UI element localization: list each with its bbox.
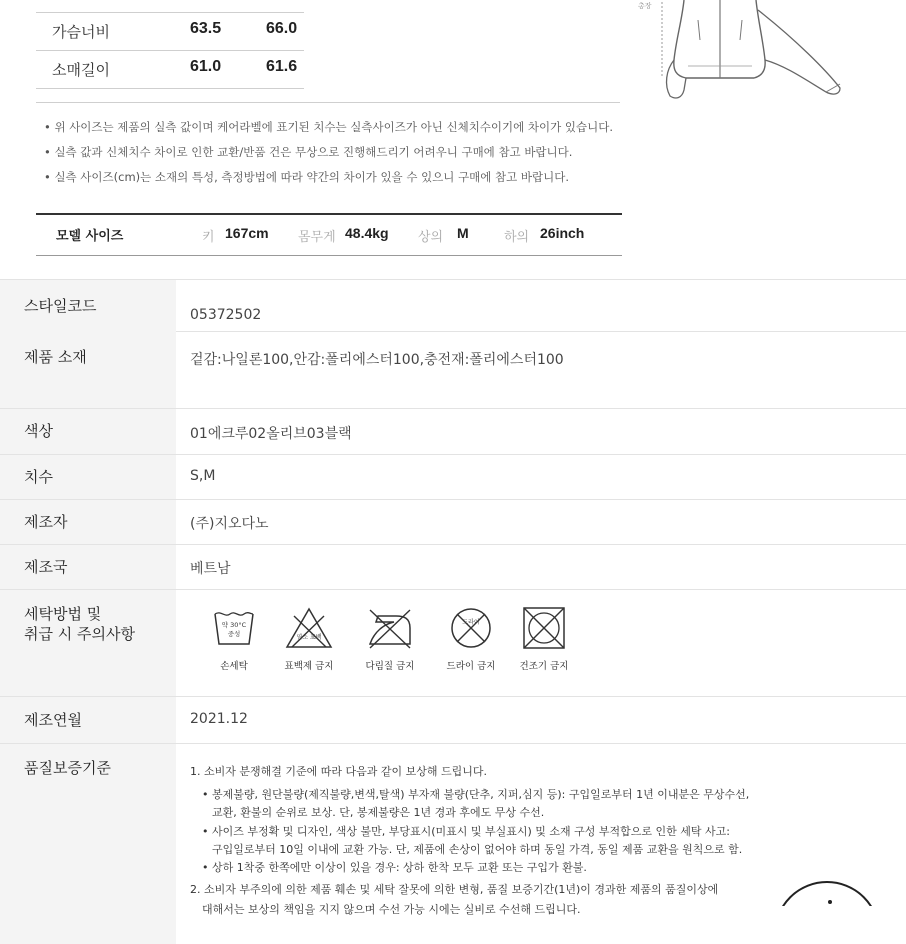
size-value-s: 63.5 (190, 20, 222, 37)
info-row-date (0, 697, 906, 744)
size-row-sleeve (36, 50, 304, 89)
size-note: • 실측 사이즈(cm)는 소재의 특성, 측정방법에 따라 약간의 차이가 있을 수 있으니 구매에 참고 바랍니다. (44, 170, 570, 184)
material: 겉감:나일론100,안감:폴리에스터100,충전재:폴리에스터100 (190, 352, 564, 368)
size-value-s: 61.0 (190, 58, 222, 75)
care-symbol (440, 606, 502, 672)
length-label: 총장 (638, 2, 652, 10)
care-symbol (356, 606, 424, 672)
svg-text:드라이: 드라이 (462, 619, 480, 626)
care-symbol (512, 606, 576, 672)
care-caption: 표백제 금지 (284, 661, 334, 672)
manufacture-date: 2021.12 (190, 711, 248, 727)
quality-item: 2. 소비자 부주의에 의한 제품 훼손 및 세탁 잘못에 의한 변형, 품질 보증기간(1년)이 경과한 제품의 품질이상에 (190, 883, 719, 896)
size-note: • 위 사이즈는 제품의 실측 값이며 케어라벨에 표기된 치수는 실측사이즈가 아닌 신체치수이기에 차이가 있습니다. (44, 120, 613, 134)
quality-bullet: • 사이즈 부정확 및 디자인, 색상 불만, 부당표시(미표시 및 부실표시) 및 소재 구성 부적합으로 인한 세탁 사고: (202, 825, 731, 838)
size: S,M (190, 468, 216, 484)
info-label: 치수 (24, 468, 53, 486)
info-row-color (0, 409, 906, 455)
info-row-style-code (0, 279, 906, 332)
quality-item: 대해서는 보상의 책임을 지지 않으며 수선 가능 시에는 실비로 수선해 드립니다. (202, 903, 581, 916)
info-row-size (0, 455, 906, 500)
decorative-circle (772, 878, 882, 906)
care-caption: 드라이 금지 (446, 661, 496, 672)
model-weight-key: 몸무게 (298, 230, 336, 245)
no-bleach-icon (284, 606, 334, 650)
model-bottom: 26inch (540, 225, 585, 241)
quality-bullet: • 봉제불량, 원단불량(제직불량,변색,탈색) 부자재 불량(단추, 지퍼,심지 등): 구입일로부터 1년 이내분은 무상수선, (202, 788, 750, 801)
model-top-key: 상의 (418, 230, 444, 245)
model-top: M (457, 225, 469, 241)
care-symbol (204, 606, 264, 672)
divider (36, 102, 620, 103)
care-caption: 손세탁 (220, 661, 248, 672)
size-value-m: 66.0 (266, 20, 298, 37)
hand-wash-icon (211, 606, 257, 650)
svg-text:약 30°C: 약 30°C (221, 621, 247, 629)
quality-bullet: • 상하 1착중 한쪽에만 이상이 있을 경우: 상하 한착 모두 교환 또는 구입가 환불. (202, 861, 587, 874)
model-size-label: 모델 사이즈 (56, 229, 124, 244)
style-code: 05372502 (190, 307, 262, 323)
size-note: • 실측 값과 신체치수 차이로 인한 교환/반품 건은 무상으로 진행해드리기 어려우니 구매에 참고 바랍니다. (44, 145, 573, 159)
care-caption: 건조기 금지 (519, 661, 569, 672)
info-row-care (0, 590, 906, 697)
info-label: 제조연월 (24, 711, 82, 729)
info-label: 제조자 (24, 513, 68, 531)
model-size-bar (36, 213, 622, 256)
info-label: 스타일코드 (24, 297, 97, 315)
color: 01에크루02올리브03블랙 (190, 426, 352, 442)
svg-text:중성: 중성 (227, 630, 241, 638)
info-row-quality (0, 744, 906, 944)
svg-text:염소 표백: 염소 표백 (296, 634, 322, 641)
info-label: 제조국 (24, 558, 68, 576)
model-weight: 48.4kg (345, 225, 389, 241)
info-label: 색상 (24, 422, 53, 440)
jacket-diagram (636, 0, 866, 110)
size-row-label: 소매길이 (52, 61, 110, 79)
model-height-key: 키 (202, 230, 215, 245)
quality-item: 1. 소비자 분쟁해결 기준에 따라 다음과 같이 보상해 드립니다. (190, 765, 487, 778)
info-row-country (0, 545, 906, 590)
size-row-chest (36, 12, 304, 51)
info-label: 품질보증기준 (24, 759, 111, 777)
model-height: 167cm (225, 225, 269, 241)
maker: (주)지오다노 (190, 516, 269, 532)
country: 베트남 (190, 561, 231, 577)
no-iron-icon (364, 606, 416, 650)
info-row-maker (0, 500, 906, 545)
model-bottom-key: 하의 (504, 230, 530, 245)
care-caption: 다림질 금지 (365, 661, 415, 672)
info-row-material (0, 331, 906, 409)
size-row-label: 가슴너비 (52, 23, 110, 41)
info-label: 제품 소재 (24, 348, 87, 366)
info-label: 취급 시 주의사항 (24, 625, 135, 643)
size-value-m: 61.6 (266, 58, 298, 75)
no-tumble-dry-icon (521, 606, 567, 650)
quality-bullet: 교환, 환불의 순위로 보상. 단, 봉제불량은 1년 경과 후에도 무상 수선. (212, 806, 545, 819)
no-dry-clean-icon (448, 606, 494, 650)
care-symbol (276, 606, 342, 672)
info-label: 세탁방법 및 (24, 605, 102, 623)
quality-bullet: 구입일로부터 10일 이내에 교환 가능. 단, 제품에 손상이 없어야 하며 동일 가격, 동일 제품 교환을 원칙으로 함. (212, 843, 743, 856)
